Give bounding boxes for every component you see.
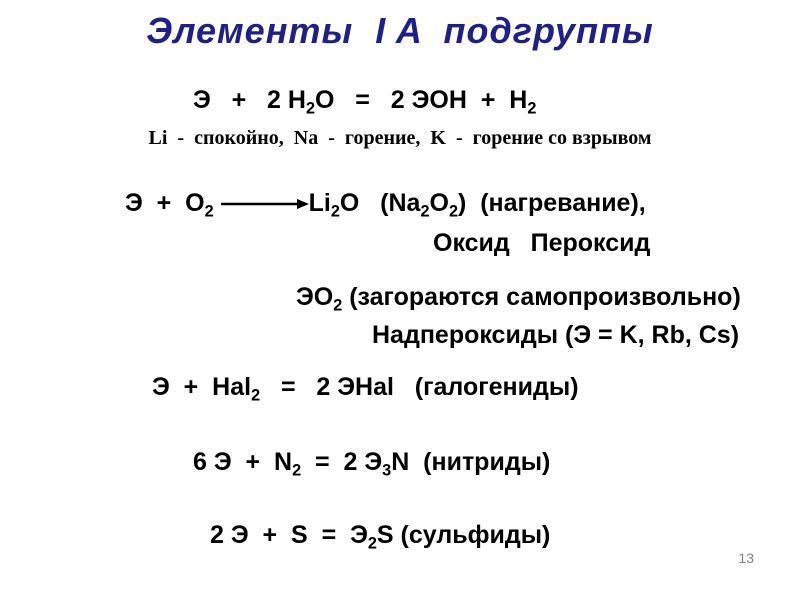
reaction-sulfur-part: S (сульфиды) <box>376 521 551 549</box>
reaction-nitrogen-part: 6 Э + N <box>193 448 293 476</box>
reaction-oxygen <box>125 188 646 221</box>
superoxide-part: (загораются самопроизвольно) <box>342 283 741 311</box>
reaction-oxygen-part: O (Na <box>339 189 421 217</box>
reaction-halogen <box>152 372 579 405</box>
reaction-nitrogen-part: = 2 Э <box>301 448 383 476</box>
oxide-labels: Оксид Пероксид <box>433 229 651 257</box>
superoxide-label: Надпероксиды (Э = K, Rb, Cs) <box>372 321 740 349</box>
reaction-oxygen-part: O <box>429 189 449 217</box>
subscript: 2 <box>448 202 459 221</box>
reaction-oxygen-part: Э + O <box>125 189 205 217</box>
subscript: 3 <box>382 461 392 480</box>
reaction-oxygen-part: ) (нагревание), <box>458 189 646 217</box>
subscript: 2 <box>251 386 261 405</box>
subscript: 2 <box>292 461 302 480</box>
reaction-sulfur <box>210 520 551 553</box>
subscript: 2 <box>333 296 343 315</box>
subscript: 2 <box>305 99 316 118</box>
reaction-halogen-part: Э + Hal <box>152 373 252 401</box>
subscript: 2 <box>420 202 430 221</box>
reaction-nitrogen <box>193 447 551 480</box>
subscript: 2 <box>367 534 377 553</box>
reaction-nitrogen-part: N (нитриды) <box>391 448 551 476</box>
reaction-sulfur-part: 2 Э + S = Э <box>210 521 368 549</box>
reactivity-line: Li - спокойно, Na - горение, K - горение со взрывом <box>148 127 652 149</box>
right-arrow-icon <box>221 194 309 214</box>
slide-title: Элементы I A подгруппы <box>146 10 654 51</box>
superoxide-part: ЭO <box>296 283 334 311</box>
superoxide-line <box>296 282 741 315</box>
subscript: 2 <box>204 202 214 221</box>
reaction-halogen-part: = 2 ЭHal (галогениды) <box>260 373 579 401</box>
reaction-oxygen-part: Li <box>308 189 331 217</box>
reaction-water-part: O = 2 ЭOH + H <box>315 86 528 114</box>
subscript: 2 <box>330 202 340 221</box>
reaction-water <box>193 85 537 118</box>
subscript: 2 <box>527 99 537 118</box>
reaction-water-part: Э + 2 H <box>193 86 306 114</box>
page-number: 13 <box>738 550 754 566</box>
